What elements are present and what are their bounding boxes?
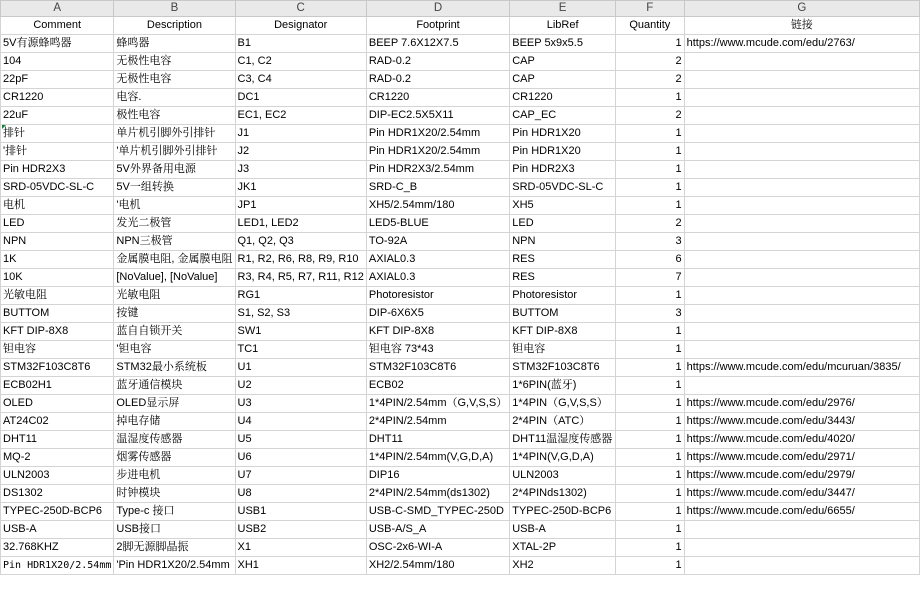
cell-link[interactable] <box>684 89 919 107</box>
cell-designator[interactable]: U4 <box>235 413 366 431</box>
cell-description[interactable]: 无极性电容 <box>114 53 235 71</box>
table-row <box>1 179 920 197</box>
table-row <box>1 341 920 359</box>
table-row <box>1 89 920 107</box>
cell-designator[interactable]: SW1 <box>235 323 366 341</box>
cell-comment[interactable]: TYPEC-250D-BCP6 <box>1 503 114 521</box>
cell-footprint[interactable]: RAD-0.2 <box>366 53 509 71</box>
cell-libref[interactable]: USB-A <box>510 521 616 539</box>
cell-link[interactable]: https://www.mcude.com/edu/3443/ <box>684 413 919 431</box>
cell-designator[interactable]: JK1 <box>235 179 366 197</box>
cell-link[interactable] <box>684 287 919 305</box>
cell-quantity[interactable]: 1 <box>615 125 684 143</box>
cell-designator[interactable]: RG1 <box>235 287 366 305</box>
cell-link[interactable] <box>684 107 919 125</box>
cell-description[interactable]: 步进电机 <box>114 467 235 485</box>
cell-description[interactable]: 5V外界备用电源 <box>114 161 235 179</box>
cell-libref[interactable]: LED <box>510 215 616 233</box>
cell-quantity[interactable]: 2 <box>615 53 684 71</box>
cell-description[interactable]: 掉电存储 <box>114 413 235 431</box>
cell-footprint[interactable]: STM32F103C8T6 <box>366 359 509 377</box>
cell-description[interactable]: 5V一组转换 <box>114 179 235 197</box>
cell-description[interactable]: 光敏电阻 <box>114 287 235 305</box>
cell-comment[interactable]: 32.768KHZ <box>1 539 114 557</box>
cell-description[interactable]: 单片机引脚外引排针 <box>114 125 235 143</box>
cell-quantity[interactable]: 1 <box>615 467 684 485</box>
cell-designator[interactable]: C1, C2 <box>235 53 366 71</box>
cell-description[interactable]: 极性电容 <box>114 107 235 125</box>
cell-quantity[interactable]: 2 <box>615 215 684 233</box>
cell-comment[interactable]: MQ-2 <box>1 449 114 467</box>
cell-description[interactable]: '电机 <box>114 197 235 215</box>
cell-link[interactable] <box>684 539 919 557</box>
cell-designator[interactable]: USB1 <box>235 503 366 521</box>
cell-quantity[interactable]: 1 <box>615 359 684 377</box>
column-header-c[interactable]: C <box>235 1 366 17</box>
cell-quantity[interactable]: 1 <box>615 521 684 539</box>
cell-libref[interactable]: Pin HDR2X3 <box>510 161 616 179</box>
cell-link[interactable] <box>684 233 919 251</box>
cell-description[interactable]: 金属膜电阻, 金属膜电阻 <box>114 251 235 269</box>
cell-description[interactable]: STM32最小系统板 <box>114 359 235 377</box>
cell-footprint[interactable]: LED5-BLUE <box>366 215 509 233</box>
cell-flag-marker <box>2 125 6 129</box>
column-header-e[interactable]: E <box>510 1 616 17</box>
cell-designator[interactable]: DC1 <box>235 89 366 107</box>
cell-link[interactable]: https://www.mcude.com/edu/2763/ <box>684 35 919 53</box>
table-row <box>1 161 920 179</box>
cell-comment[interactable]: SRD-05VDC-SL-C <box>1 179 114 197</box>
cell-designator[interactable]: U8 <box>235 485 366 503</box>
table-row <box>1 557 920 575</box>
cell-quantity[interactable]: 1 <box>615 485 684 503</box>
cell-comment[interactable]: BUTTOM <box>1 305 114 323</box>
cell-designator[interactable]: U3 <box>235 395 366 413</box>
cell-libref[interactable]: 1*6PIN(蓝牙) <box>510 377 616 395</box>
cell-quantity[interactable]: 1 <box>615 161 684 179</box>
cell-footprint[interactable]: Pin HDR1X20/2.54mm <box>366 143 509 161</box>
table-row <box>1 323 920 341</box>
header-cell-description[interactable]: Description <box>114 17 235 35</box>
table-row <box>1 197 920 215</box>
cell-designator[interactable]: S1, S2, S3 <box>235 305 366 323</box>
cell-comment[interactable]: 22uF <box>1 107 114 125</box>
cell-libref[interactable]: DHT11温湿度传感器 <box>510 431 616 449</box>
cell-libref[interactable]: RES <box>510 251 616 269</box>
cell-description[interactable]: 电容. <box>114 89 235 107</box>
cell-description[interactable]: 温湿度传感器 <box>114 431 235 449</box>
cell-quantity[interactable]: 7 <box>615 269 684 287</box>
cell-comment[interactable]: ECB02H1 <box>1 377 114 395</box>
cell-description[interactable]: 时钟模块 <box>114 485 235 503</box>
cell-comment[interactable]: LED <box>1 215 114 233</box>
cell-designator[interactable]: J2 <box>235 143 366 161</box>
table-row <box>1 431 920 449</box>
cell-footprint[interactable]: OSC-2x6-WI-A <box>366 539 509 557</box>
cell-libref[interactable]: BEEP 5x9x5.5 <box>510 35 616 53</box>
cell-designator[interactable]: J3 <box>235 161 366 179</box>
cell-designator[interactable]: TC1 <box>235 341 366 359</box>
cell-libref[interactable]: XTAL-2P <box>510 539 616 557</box>
cell-designator[interactable]: R3, R4, R5, R7, R11, R12 <box>235 269 366 287</box>
cell-quantity[interactable]: 2 <box>615 71 684 89</box>
table-row <box>1 305 920 323</box>
cell-link[interactable]: https://www.mcude.com/edu/mcuruan/3835/ <box>684 359 919 377</box>
header-cell-quantity[interactable]: Quantity <box>615 17 684 35</box>
cell-link[interactable] <box>684 341 919 359</box>
cell-footprint[interactable]: AXIAL0.3 <box>366 269 509 287</box>
table-row <box>1 449 920 467</box>
cell-libref[interactable]: STM32F103C8T6 <box>510 359 616 377</box>
cell-footprint[interactable]: Pin HDR1X20/2.54mm <box>366 125 509 143</box>
cell-footprint[interactable]: 钽电容 73*43 <box>366 341 509 359</box>
cell-quantity[interactable]: 1 <box>615 89 684 107</box>
table-row <box>1 287 920 305</box>
table-row <box>1 143 920 161</box>
cell-description[interactable]: '钽电容 <box>114 341 235 359</box>
cell-description[interactable]: USB接口 <box>114 521 235 539</box>
cell-link[interactable]: https://www.mcude.com/edu/4020/ <box>684 431 919 449</box>
cell-comment[interactable]: KFT DIP-8X8 <box>1 323 114 341</box>
cell-description[interactable]: 烟雾传感器 <box>114 449 235 467</box>
cell-quantity[interactable]: 3 <box>615 305 684 323</box>
table-row <box>1 71 920 89</box>
table-row <box>1 53 920 71</box>
cell-footprint[interactable]: AXIAL0.3 <box>366 251 509 269</box>
cell-designator[interactable]: U2 <box>235 377 366 395</box>
cell-designator[interactable]: J1 <box>235 125 366 143</box>
cell-quantity[interactable]: 1 <box>615 179 684 197</box>
cell-link[interactable]: https://www.mcude.com/edu/2971/ <box>684 449 919 467</box>
cell-comment[interactable]: OLED <box>1 395 114 413</box>
cell-designator[interactable]: JP1 <box>235 197 366 215</box>
cell-description[interactable]: 蓝牙通信模块 <box>114 377 235 395</box>
cell-description[interactable]: '单片机引脚外引排针 <box>114 143 235 161</box>
table-row <box>1 503 920 521</box>
cell-quantity[interactable]: 1 <box>615 143 684 161</box>
cell-comment[interactable]: 排针 <box>1 125 114 143</box>
cell-footprint[interactable]: 1*4PIN/2.54mm(V,G,D,A) <box>366 449 509 467</box>
cell-designator[interactable]: U7 <box>235 467 366 485</box>
cell-link[interactable] <box>684 197 919 215</box>
table-row <box>1 125 920 143</box>
cell-comment[interactable]: 1K <box>1 251 114 269</box>
header-cell-footprint[interactable]: Footprint <box>366 17 509 35</box>
cell-comment[interactable]: CR1220 <box>1 89 114 107</box>
column-header-f[interactable]: F <box>615 1 684 17</box>
cell-comment[interactable]: 5V有源蜂鸣器 <box>1 35 114 53</box>
cell-quantity[interactable]: 1 <box>615 287 684 305</box>
cell-footprint[interactable]: XH2/2.54mm/180 <box>366 557 509 575</box>
cell-description[interactable]: [NoValue], [NoValue] <box>114 269 235 287</box>
cell-footprint[interactable]: XH5/2.54mm/180 <box>366 197 509 215</box>
cell-link[interactable] <box>684 557 919 575</box>
cell-footprint[interactable]: Pin HDR2X3/2.54mm <box>366 161 509 179</box>
cell-comment[interactable]: 22pF <box>1 71 114 89</box>
cell-description[interactable]: 蓝自自锁开关 <box>114 323 235 341</box>
header-cell-link[interactable]: 链接 <box>684 17 919 35</box>
table-row <box>1 35 920 53</box>
cell-designator[interactable]: B1 <box>235 35 366 53</box>
cell-link[interactable] <box>684 53 919 71</box>
cell-libref[interactable]: CAP_EC <box>510 107 616 125</box>
cell-quantity[interactable]: 1 <box>615 323 684 341</box>
cell-link[interactable] <box>684 251 919 269</box>
cell-comment[interactable]: ULN2003 <box>1 467 114 485</box>
cell-link[interactable] <box>684 323 919 341</box>
cell-footprint[interactable]: RAD-0.2 <box>366 71 509 89</box>
cell-comment[interactable]: 钽电容 <box>1 341 114 359</box>
cell-comment[interactable]: 电机 <box>1 197 114 215</box>
cell-quantity[interactable]: 1 <box>615 377 684 395</box>
cell-quantity[interactable]: 1 <box>615 197 684 215</box>
cell-footprint[interactable]: USB-C-SMD_TYPEC-250D <box>366 503 509 521</box>
cell-footprint[interactable]: DIP16 <box>366 467 509 485</box>
cell-link[interactable] <box>684 71 919 89</box>
table-row <box>1 521 920 539</box>
cell-link[interactable] <box>684 161 919 179</box>
cell-comment[interactable]: AT24C02 <box>1 413 114 431</box>
cell-description[interactable]: NPN三极管 <box>114 233 235 251</box>
cell-libref[interactable]: RES <box>510 269 616 287</box>
cell-designator[interactable]: U1 <box>235 359 366 377</box>
table-row <box>1 215 920 233</box>
cell-description[interactable]: 蜂鸣器 <box>114 35 235 53</box>
table-row <box>1 413 920 431</box>
cell-libref[interactable]: 1*4PIN(V,G,D,A) <box>510 449 616 467</box>
cell-libref[interactable]: Pin HDR1X20 <box>510 143 616 161</box>
header-cell-libref[interactable]: LibRef <box>510 17 616 35</box>
cell-designator[interactable]: USB2 <box>235 521 366 539</box>
cell-libref[interactable]: CR1220 <box>510 89 616 107</box>
cell-link[interactable] <box>684 269 919 287</box>
cell-comment[interactable]: 10K <box>1 269 114 287</box>
cell-description[interactable]: Type-c 接口 <box>114 503 235 521</box>
cell-footprint[interactable]: 2*4PIN/2.54mm(ds1302) <box>366 485 509 503</box>
table-row <box>1 269 920 287</box>
cell-quantity[interactable]: 1 <box>615 449 684 467</box>
header-cell-comment[interactable]: Comment <box>1 17 114 35</box>
cell-link[interactable]: https://www.mcude.com/edu/2979/ <box>684 467 919 485</box>
cell-quantity[interactable]: 1 <box>615 35 684 53</box>
cell-libref[interactable]: SRD-05VDC-SL-C <box>510 179 616 197</box>
table-row <box>1 395 920 413</box>
cell-designator[interactable]: U6 <box>235 449 366 467</box>
cell-comment[interactable]: 104 <box>1 53 114 71</box>
cell-comment[interactable]: USB-A <box>1 521 114 539</box>
cell-quantity[interactable]: 1 <box>615 557 684 575</box>
cell-libref[interactable]: 2*4PIN（ATC） <box>510 413 616 431</box>
cell-quantity[interactable]: 2 <box>615 107 684 125</box>
cell-designator[interactable]: U5 <box>235 431 366 449</box>
cell-quantity[interactable]: 1 <box>615 341 684 359</box>
table-row <box>1 107 920 125</box>
cell-designator[interactable]: X1 <box>235 539 366 557</box>
cell-designator[interactable]: R1, R2, R6, R8, R9, R10 <box>235 251 366 269</box>
cell-comment[interactable]: 光敏电阻 <box>1 287 114 305</box>
column-header-g[interactable]: G <box>684 1 919 17</box>
cell-link[interactable] <box>684 143 919 161</box>
cell-link[interactable]: https://www.mcude.com/edu/2976/ <box>684 395 919 413</box>
cell-link[interactable] <box>684 377 919 395</box>
cell-designator[interactable]: LED1, LED2 <box>235 215 366 233</box>
cell-link[interactable]: https://www.mcude.com/edu/3447/ <box>684 485 919 503</box>
column-header-b[interactable]: B <box>114 1 235 17</box>
cell-comment[interactable]: Pin HDR2X3 <box>1 161 114 179</box>
cell-footprint[interactable]: DIP-6X6X5 <box>366 305 509 323</box>
table-row <box>1 467 920 485</box>
table-row <box>1 485 920 503</box>
cell-libref[interactable]: 2*4PINds1302) <box>510 485 616 503</box>
cell-description[interactable]: OLED显示屏 <box>114 395 235 413</box>
cell-libref[interactable]: Photoresistor <box>510 287 616 305</box>
cell-link[interactable] <box>684 521 919 539</box>
cell-footprint[interactable]: CR1220 <box>366 89 509 107</box>
cell-footprint[interactable]: KFT DIP-8X8 <box>366 323 509 341</box>
header-cell-designator[interactable]: Designator <box>235 17 366 35</box>
cell-quantity[interactable]: 1 <box>615 395 684 413</box>
cell-libref[interactable]: Pin HDR1X20 <box>510 125 616 143</box>
cell-designator[interactable]: C3, C4 <box>235 71 366 89</box>
cell-designator[interactable]: Q1, Q2, Q3 <box>235 233 366 251</box>
cell-libref[interactable]: ULN2003 <box>510 467 616 485</box>
cell-link[interactable] <box>684 179 919 197</box>
cell-libref[interactable]: CAP <box>510 53 616 71</box>
column-header-a[interactable]: A <box>1 1 114 17</box>
table-row <box>1 377 920 395</box>
cell-comment[interactable]: Pin HDR1X20/2.54mm <box>1 557 114 575</box>
cell-libref[interactable]: BUTTOM <box>510 305 616 323</box>
cell-libref[interactable]: CAP <box>510 71 616 89</box>
cell-quantity[interactable]: 1 <box>615 503 684 521</box>
cell-link[interactable] <box>684 215 919 233</box>
cell-comment[interactable]: DS1302 <box>1 485 114 503</box>
cell-footprint[interactable]: Photoresistor <box>366 287 509 305</box>
cell-quantity[interactable]: 6 <box>615 251 684 269</box>
cell-link[interactable]: https://www.mcude.com/edu/6655/ <box>684 503 919 521</box>
cell-footprint[interactable]: DHT11 <box>366 431 509 449</box>
cell-libref[interactable]: NPN <box>510 233 616 251</box>
table-row <box>1 251 920 269</box>
cell-description[interactable]: 'Pin HDR1X20/2.54mm <box>114 557 235 575</box>
column-letter-row <box>1 1 920 17</box>
cell-footprint[interactable]: DIP-EC2.5X5X11 <box>366 107 509 125</box>
cell-description[interactable]: 按键 <box>114 305 235 323</box>
cell-footprint[interactable]: BEEP 7.6X12X7.5 <box>366 35 509 53</box>
cell-comment[interactable]: STM32F103C8T6 <box>1 359 114 377</box>
cell-footprint[interactable]: 1*4PIN/2.54mm（G,V,S,S） <box>366 395 509 413</box>
cell-quantity[interactable]: 1 <box>615 431 684 449</box>
cell-libref[interactable]: XH2 <box>510 557 616 575</box>
cell-quantity[interactable]: 3 <box>615 233 684 251</box>
cell-footprint[interactable]: SRD-C_B <box>366 179 509 197</box>
cell-libref[interactable]: TYPEC-250D-BCP6 <box>510 503 616 521</box>
cell-comment[interactable]: '排针 <box>1 143 114 161</box>
cell-libref[interactable]: 钽电容 <box>510 341 616 359</box>
cell-comment[interactable]: DHT11 <box>1 431 114 449</box>
cell-link[interactable] <box>684 125 919 143</box>
cell-link[interactable] <box>684 305 919 323</box>
cell-description[interactable]: 2脚无源脚晶振 <box>114 539 235 557</box>
cell-designator[interactable]: XH1 <box>235 557 366 575</box>
table-row <box>1 359 920 377</box>
table-row <box>1 233 920 251</box>
cell-footprint[interactable]: USB-A/S_A <box>366 521 509 539</box>
cell-description[interactable]: 无极性电容 <box>114 71 235 89</box>
cell-footprint[interactable]: TO-92A <box>366 233 509 251</box>
cell-libref[interactable]: 1*4PIN（G,V,S,S） <box>510 395 616 413</box>
cell-footprint[interactable]: ECB02 <box>366 377 509 395</box>
header-row <box>1 17 920 35</box>
cell-libref[interactable]: KFT DIP-8X8 <box>510 323 616 341</box>
cell-designator[interactable]: EC1, EC2 <box>235 107 366 125</box>
cell-quantity[interactable]: 1 <box>615 413 684 431</box>
column-header-d[interactable]: D <box>366 1 509 17</box>
cell-quantity[interactable]: 1 <box>615 539 684 557</box>
cell-description[interactable]: 发光二极管 <box>114 215 235 233</box>
table-row <box>1 539 920 557</box>
cell-footprint[interactable]: 2*4PIN/2.54mm <box>366 413 509 431</box>
cell-comment[interactable]: NPN <box>1 233 114 251</box>
cell-libref[interactable]: XH5 <box>510 197 616 215</box>
